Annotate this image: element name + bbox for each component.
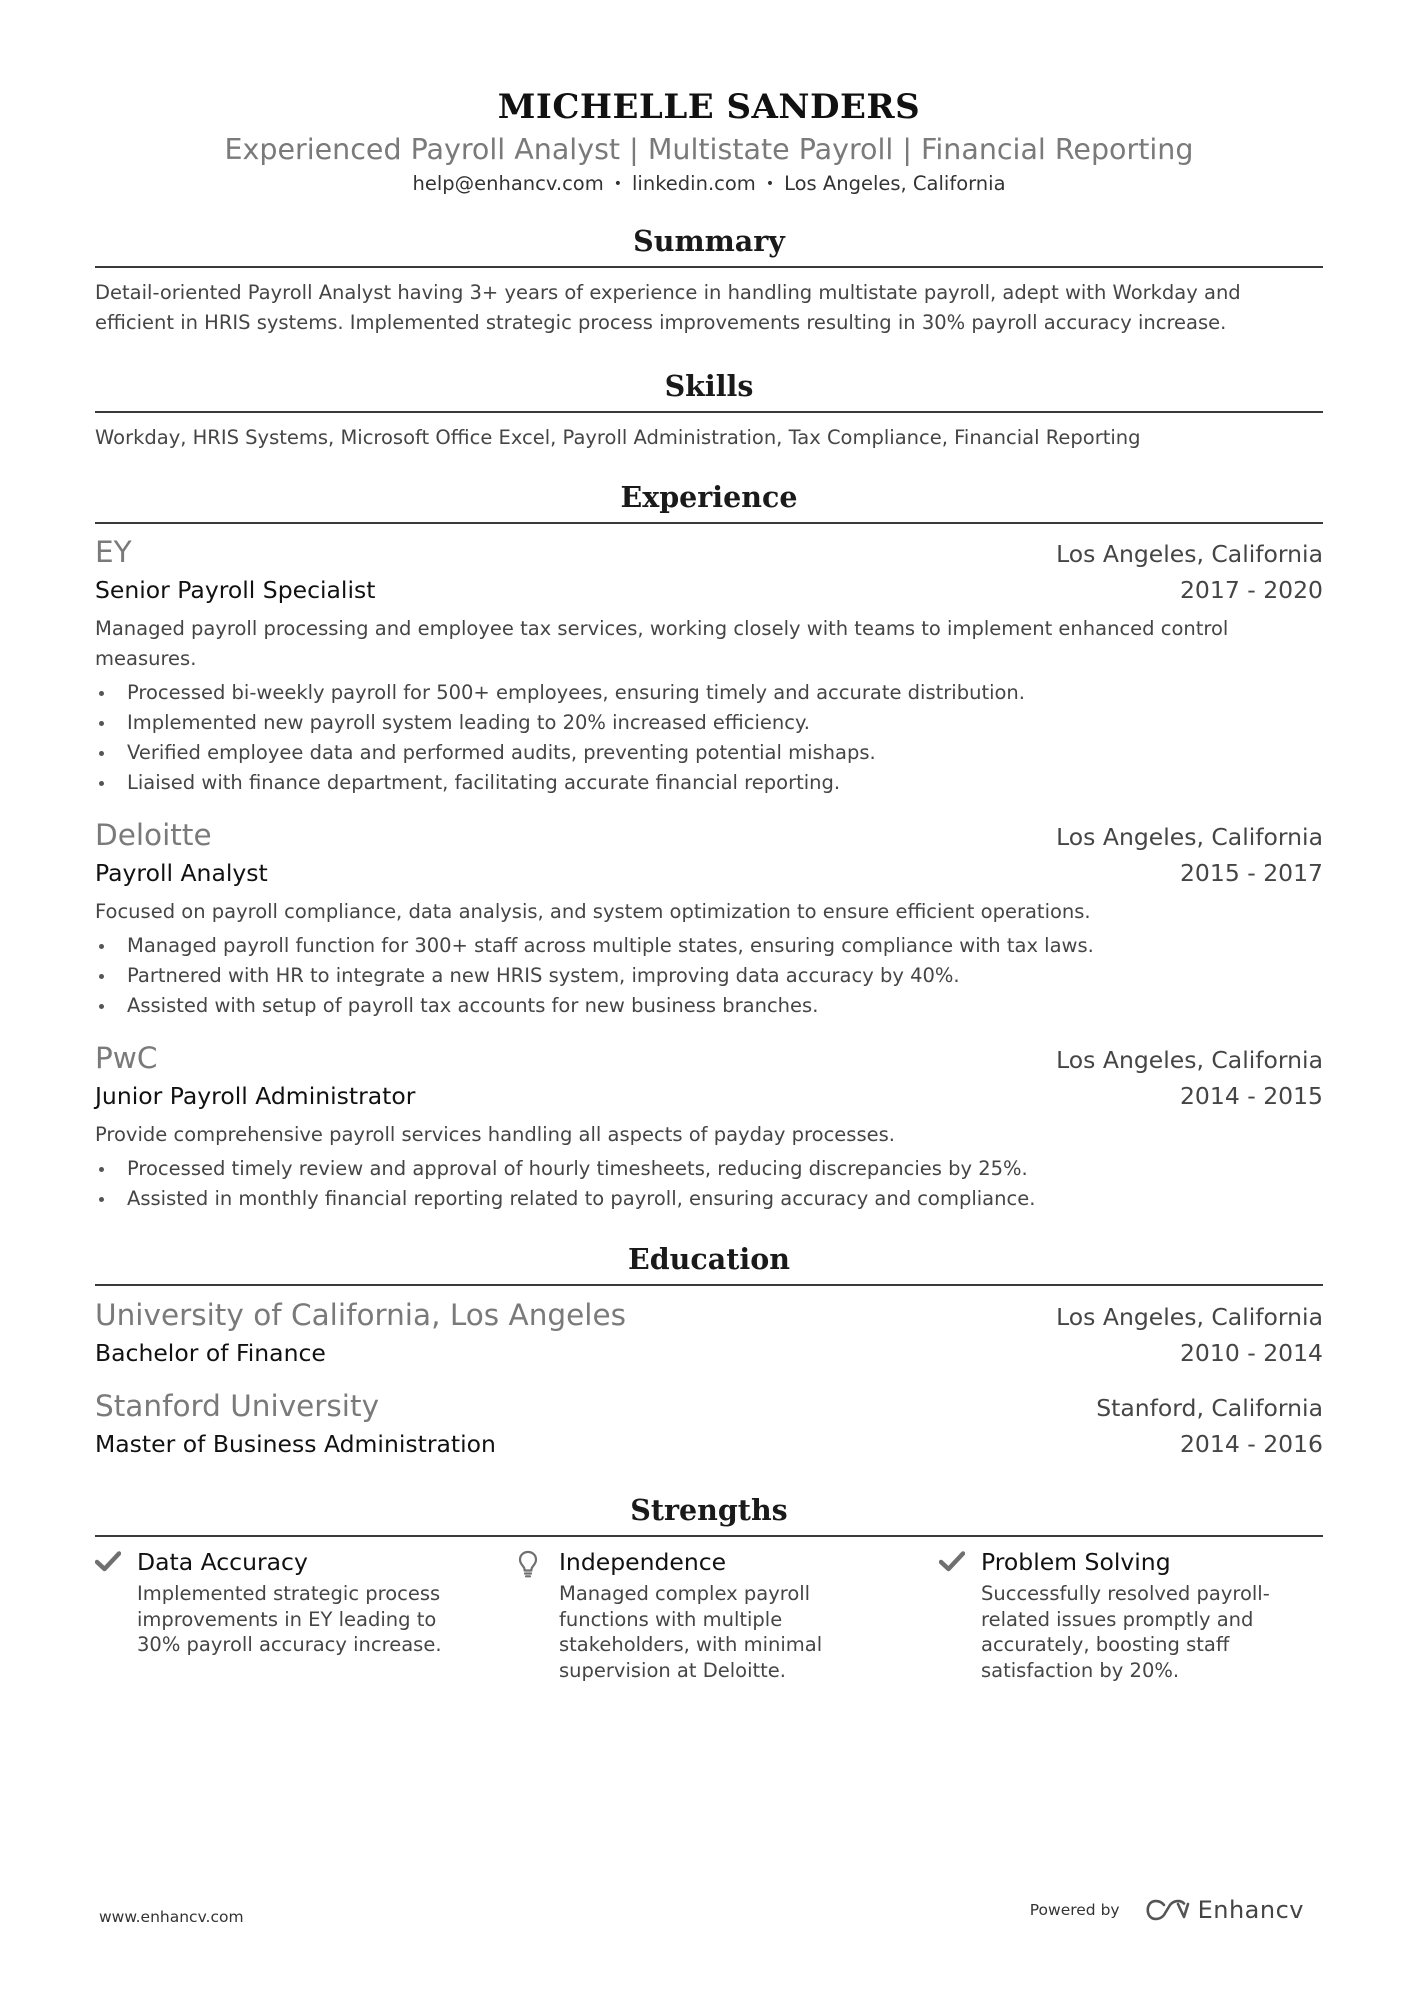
job-bullets [95,1154,1323,1214]
experience-heading: Experience [95,478,1323,524]
strength-description: Managed complex payroll functions with multiple stakeholders, with minimal supervision at Deloitte. [559,1582,823,1682]
strength-description: Implemented strategic process improvements in EY leading to 30% payroll accuracy increase. [137,1582,442,1656]
school-name: University of California, Los Angeles [95,1298,627,1332]
education-entry [95,1387,1323,1463]
footer-branding[interactable] [1030,1896,1304,1924]
job-bullet: Implemented new payroll system leading to 20% increased efficiency. [95,708,1323,738]
school-location: Stanford, California [1096,1394,1323,1422]
strength-item [95,1546,517,1683]
check-icon [939,1550,965,1572]
education-entry [95,1296,1323,1372]
job-dates: 2014 - 2015 [1179,1082,1323,1110]
degree: Bachelor of Finance [95,1339,326,1367]
strength-item [517,1546,939,1683]
job-location: Los Angeles, California [1056,823,1323,851]
job-bullet: Verified employee data and performed audits, preventing potential mishaps. [95,738,1323,768]
strengths-heading: Strengths [95,1491,1323,1537]
enhancv-brand-name: Enhancv [1197,1896,1304,1924]
candidate-name: MICHELLE SANDERS [497,87,921,127]
contact-email[interactable]: help@enhancv.com [412,172,604,195]
strength-title: Independence [559,1548,727,1576]
resume-content [95,84,1323,1683]
education-dates: 2010 - 2014 [1179,1339,1323,1367]
education-heading: Education [95,1240,1323,1286]
powered-by-label: Powered by [1029,1901,1120,1919]
job-bullet: Processed bi-weekly payroll for 500+ employees, ensuring timely and accurate distribution. [95,678,1323,708]
job-description: Managed payroll processing and employee tax services, working closely with teams to implement enhanced control measures. [95,617,1229,670]
resume-header [95,84,1323,198]
contact-linkedin[interactable]: linkedin.com [632,172,756,195]
job-bullet: Managed payroll function for 300+ staff across multiple states, ensuring compliance with tax laws. [95,931,1323,961]
job-bullet: Liaised with finance department, facilitating accurate financial reporting. [95,768,1323,798]
summary-heading: Summary [95,222,1323,268]
footer-website[interactable]: www.enhancv.com [99,1908,244,1926]
enhancv-logo-icon [1144,1897,1190,1923]
job-location: Los Angeles, California [1056,1046,1323,1074]
summary-text: Detail-oriented Payroll Analyst having 3+ years of experience in handling multistate payroll, adept with Workday and efficient in HRIS systems. Implemented strategic process improvements resulting in 30% payroll accuracy increase. [95,281,1241,334]
job-bullet: Processed timely review and approval of hourly timesheets, reducing discrepancies by 25%. [95,1154,1323,1184]
company-name: EY [95,535,132,569]
contact-separator: • [765,176,775,192]
job-title: Junior Payroll Administrator [95,1082,416,1110]
contact-separator: • [613,176,623,192]
company-name: PwC [95,1041,158,1075]
school-location: Los Angeles, California [1056,1303,1323,1331]
job-dates: 2017 - 2020 [1179,576,1323,604]
contact-location: Los Angeles, California [784,172,1006,195]
job-bullet: Assisted in monthly financial reporting related to payroll, ensuring accuracy and compliance. [95,1184,1323,1214]
skills-text: Workday, HRIS Systems, Microsoft Office Excel, Payroll Administration, Tax Compliance, Financial Reporting [95,426,1141,449]
school-name: Stanford University [95,1389,380,1423]
job-bullet: Assisted with setup of payroll tax accounts for new business branches. [95,991,1323,1021]
strength-title: Data Accuracy [137,1548,308,1576]
job-description: Focused on payroll compliance, data analysis, and system optimization to ensure efficient operations. [95,900,1091,923]
strength-title: Problem Solving [981,1548,1171,1576]
experience-entry [95,533,1323,798]
degree: Master of Business Administration [95,1430,496,1458]
lightbulb-icon [517,1550,539,1578]
job-bullet: Partnered with HR to integrate a new HRIS system, improving data accuracy by 40%. [95,961,1323,991]
job-bullets [95,931,1323,1021]
contact-line [95,170,1323,198]
experience-entry [95,816,1323,1021]
job-title: Senior Payroll Specialist [95,576,376,604]
job-bullets [95,678,1323,798]
job-description: Provide comprehensive payroll services handling all aspects of payday processes. [95,1123,895,1146]
strength-item [939,1546,1361,1683]
company-name: Deloitte [95,818,212,852]
strength-description: Successfully resolved payroll-related issues promptly and accurately, boosting staff satisfaction by 20%. [981,1582,1270,1682]
experience-entry [95,1039,1323,1214]
education-dates: 2014 - 2016 [1179,1430,1323,1458]
skills-heading: Skills [95,367,1323,413]
job-dates: 2015 - 2017 [1179,859,1323,887]
candidate-headline: Experienced Payroll Analyst | Multistate Payroll | Financial Reporting [224,133,1194,166]
job-location: Los Angeles, California [1056,540,1323,568]
check-icon [95,1550,121,1572]
job-title: Payroll Analyst [95,859,268,887]
strengths-list [95,1546,1323,1683]
